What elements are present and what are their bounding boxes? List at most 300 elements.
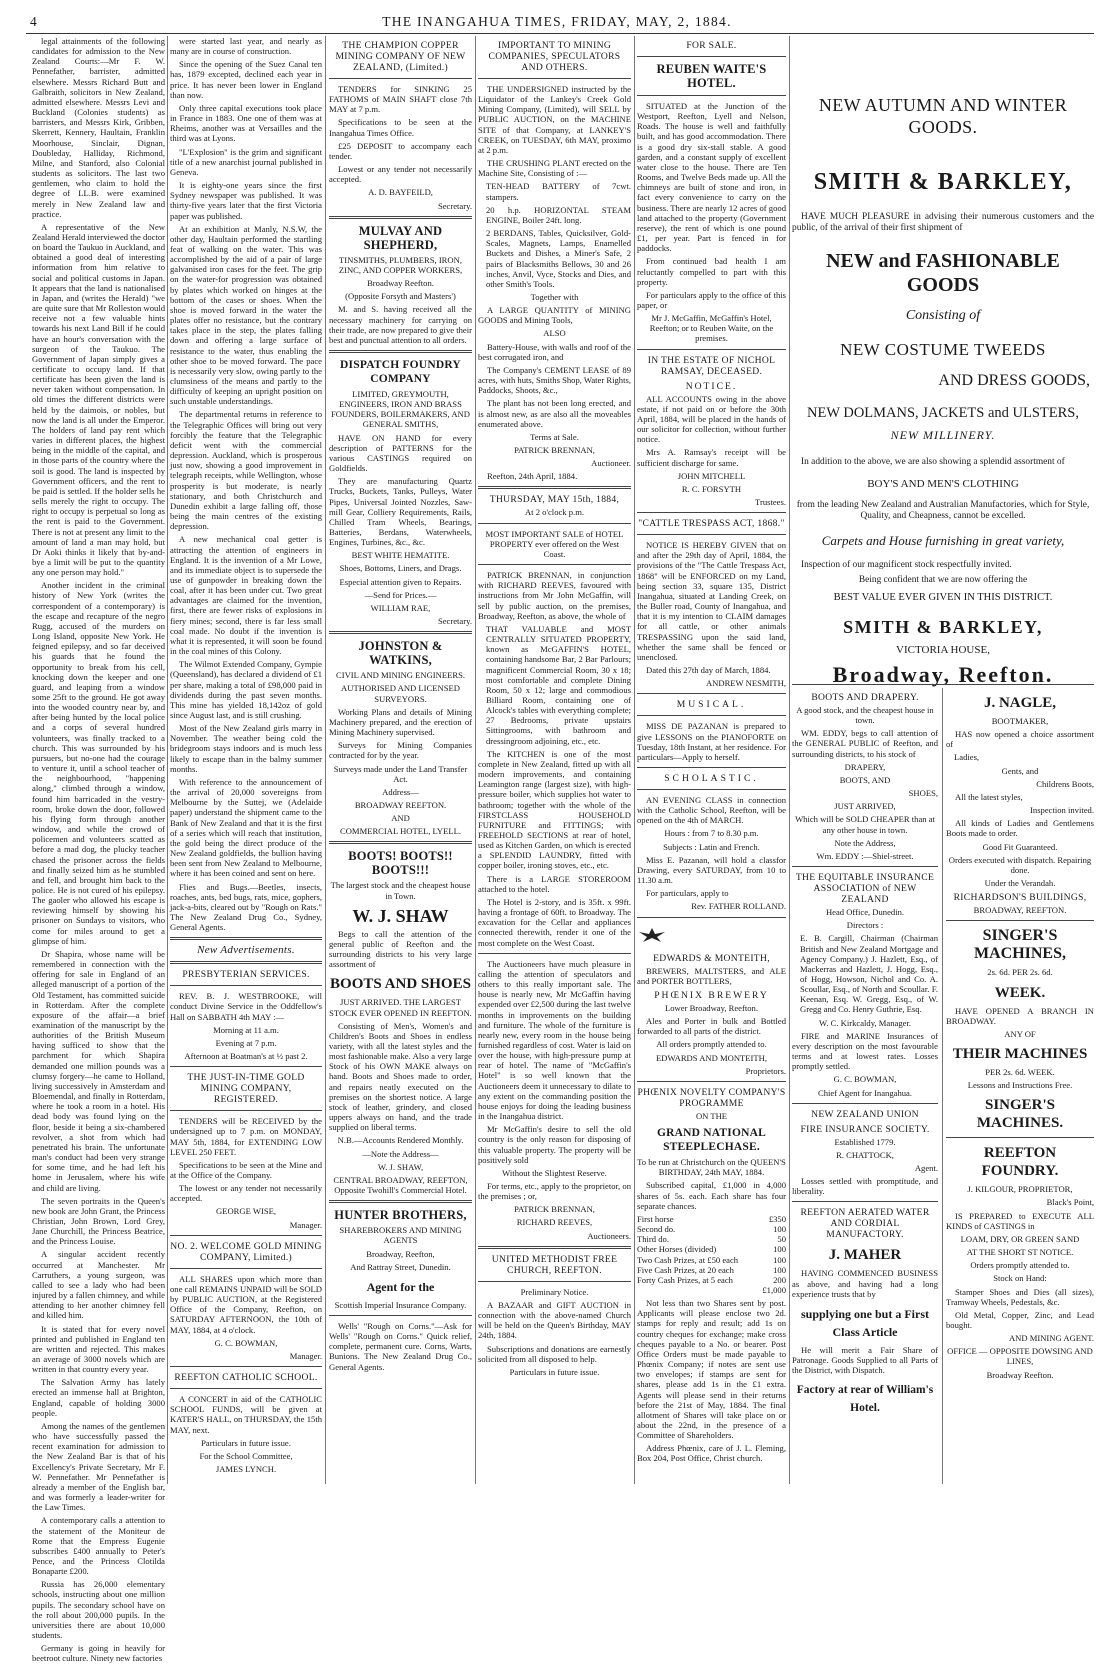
johnston-watkins-sub: CIVIL AND MINING ENGINEERS. [335, 670, 466, 681]
divider [637, 789, 786, 790]
carpets-banner: Carpets and House furnishing in great variety, [821, 533, 1065, 549]
best-value-banner: BEST VALUE EVER GIVEN IN THIS DISTRICT. [833, 592, 1053, 604]
news-paragraph: A representative of the New Zealand Herald interviewed the doctor on board the Taukuo in Auckland, and obtained a good deal of interesting information from him relative to social and political customs in Japan. It appears that the land is nationalised in Japan, and (writes the Herald) "we are quite sure that Mr Rolleston would receive not a few valuable hints towards his next Land Bill if he could have an hour's conversation with the surgeon of the Taukuo. The Government of Japan simply gives a certificate to occupy land. If that certificate has been given the land is never taken without compensation. In old times the different districts were held by the daimois, or nobles, but now the land is all under the Emperor. The holders of land pay rent which varies in different places, the highest being in the middle of the capital, and in those parts of the country where the soil is good. The land is inspected by Government officers, and the rent to be paid is settled. If the holder sells he sells merely the right to occupy. The right to occupy is perpetual so long as the rent is paid to the Government. There is not at present any limit to the amount of land a man may hold, but Dr Aoki thinks it likely that by-and-bye a limit will be put to the quantity any one person may hold." [32, 221, 165, 578]
reefton-foundry-stock: Stock on Hand: [993, 1273, 1047, 1284]
eddy-sold: Which will be SOLD CHEAPER than at any other house in town. [795, 814, 935, 835]
news-paragraph: With reference to the announcement of the arrival of 20,000 sovereigns from Melbourne by the Suttej, we (Adelaide paper) understand the shipment came to the Bank of New Zealand and that it is the first of a series which will reach that institution, the gold being the direct produce of the New Zealand goldfields, the bullion having been sent from New Zealand to Melbourne, where it has been coined and sent on here. [170, 776, 322, 879]
sub-column-1-ads [792, 688, 938, 1484]
welcome-mining-heading: NO. 2. WELCOME GOLD MINING COMPANY, Limited.) [170, 1240, 322, 1263]
news-paragraph: Only three capital executions took place in France in 1883. One one of them was at Rheims, another was at Versailles and the third was at Lyons. [170, 102, 322, 144]
smith-barkley-inspection: Inspection of our magnificent stock respectfully invited. [801, 560, 1012, 571]
divider [329, 841, 472, 844]
news-paragraph: Since the opening of the Suez Canal ten has, 1879 excepted, declined each year in price. It has never been lower in England than now. [170, 59, 322, 100]
reuben-waite-body: SITUATED at the Junction of the Westport, Reefton, Lyell and Nelson, Roads. The house is well and faithfully built, and has good accommodation. There is a good dry six-stall stable. A good garden, and a constant supply of excellent water close to the house. There are Ten Rooms, and Twelve Beds made up. All the chimneys are built of stone and iron, in fact every convenience to carry on the business. There are nearly 12 acres of good land attached to the property (Government reserve), the rent of which is one pound £1, per year. Part is fenced in for paddocks. [637, 101, 786, 254]
nagle-item: Gents, and [1001, 765, 1039, 776]
divider [637, 917, 786, 918]
edwards-monteith-lower: Lower Broadway, Reefton. [665, 1003, 758, 1013]
boots-drapery-sub: A good stock, and the cheapest house in town. [796, 705, 934, 726]
presbyterian-time: Morning at 11 a.m. [213, 1024, 279, 1035]
dispatch-foundry-secretary: Secretary. [437, 616, 472, 627]
column-divider [325, 36, 326, 1484]
thursday-sale-terms: For terms, etc., apply to the proprietor, on the premises ; or, [478, 1181, 631, 1202]
boots-sub: The largest stock and the cheapest house in Town. [330, 880, 471, 901]
singer-body: HAVE OPENED A BRANCH IN BROADWAY. [946, 1005, 1094, 1026]
reefton-foundry-loam: LOAM, DRY, OR GREEN SAND [960, 1233, 1080, 1244]
important-mining-body: THE UNDERSIGNED instructed by the Liquidator of the Lankey's Creek Gold Mining Company, (Limited), will SELL by PUBLIC AUCTION, on the MACHINE SITE of that Company, at LANKEY'S CREEK, on TUESDAY, 6th MAY, proximo at 2 p.m. [478, 84, 631, 155]
millinery-banner: NEW MILLINERY. [890, 427, 996, 442]
prize-amount: 100 [773, 1244, 786, 1255]
singer-week: WEEK. [994, 984, 1046, 1001]
hunter-brothers-sub: SHAREBROKERS AND MINING AGENTS [339, 1225, 462, 1246]
phoenix-novelty-steeplechase: GRAND NATIONAL STEEPLECHASE. [657, 1127, 766, 1154]
dispatch-foundry-body2: They are manufacturing Quartz Trucks, Buckets, Tanks, Pulleys, Water Pipes, Universal Jointed Nozzles, Saw-mill Gear, Colliery Requirements, Rails, Chilled Tram Wheels, Bearings, Batteries, Berdans, Waterwheels, Engines, Turbines, &c., &c. [329, 476, 472, 548]
nz-union-losses: Losses settled with promptitude, and liberality. [792, 1176, 938, 1197]
wells-ad: Wells' "Rough on Corns."—Ask for Wells' "Rough on Corns." Quick relief, complete, permanent cure. Corns, Warts, Bunions. The New Zealand Drug Co., General Agents. [329, 1320, 472, 1372]
divider [478, 1281, 631, 1282]
champion-copper-spec: Specifications to be seen at the Inangahua Times Office. [329, 117, 472, 138]
johnston-watkins-address1: BROADWAY REEFTON. [354, 799, 447, 810]
boots-heading: BOOTS! BOOTS!! BOOTS!!! [348, 849, 453, 878]
smith-barkley-title-2: SMITH & BARKLEY, [843, 617, 1043, 638]
singer-price: 2s. 6d. PER 2s. 6d. [987, 967, 1053, 978]
page-header [0, 14, 1114, 30]
nagle-broadway: BROADWAY, REEFTON. [973, 905, 1067, 916]
eddy-arrived: JUST ARRIVED, [834, 801, 896, 812]
smith-barkley-intro: HAVE MUCH PLEASURE in advising their numerous customers and the public, of the arrival of their first shipment of [792, 212, 1094, 234]
important-mining-item: 20 h.p. HORIZONTAL STEAM ENGINE, Boiler 24ft. long. [486, 204, 631, 225]
divider [637, 715, 786, 716]
prize-row [637, 1234, 786, 1244]
thursday-sale-without: Without the Slightest Reserve. [502, 1167, 607, 1178]
just-in-time-body: TENDERS will be RECEIVED by the undersigned up to 7 p.m. on MONDAY, MAY 5th, 1884, for EXTENDING LOW LEVEL 250 FEET. [170, 1116, 322, 1157]
johnston-watkins-land: Surveys made under the Land Transfer Act. [333, 763, 468, 784]
news-paragraph: legal attainments of the following candidates for admission to the New Zealand Courts:—Mr F. W. Pennefather, barrister, admitted elsewhere. Messrs Richard Butt and Galbraith, solicitors in New Zealand, admitted elsewhere. Messrs Levi and Buckland (Colonies students) as barristers, and Messrs Kirk, Gribben, Skerrett, Kennery, Haultain, Franklin Moorhouse, Sinclair, Dignan, Doubleday, Halliday, Richmond, Milne, and Stanford, also Colonial students as solicitors. The last two gentlemen, who claim to hold the degree of LL.B. were examined merely in New Zealand law and practice. [32, 36, 165, 219]
divider [637, 56, 786, 57]
page-number: 4 [30, 14, 39, 29]
nagle-orders: Orders executed with dispatch. Repairing done. [948, 854, 1092, 875]
divider [478, 953, 631, 954]
methodist-particulars: Particulars in future issue. [509, 1366, 600, 1377]
dispatch-foundry-repairs: Especial attention given to Repairs. [339, 576, 462, 587]
column-divider [942, 688, 943, 1484]
thursday-sale-auctioneers-sig: Auctioneers. [587, 1230, 631, 1241]
catholic-school-heading: REEFTON CATHOLIC SCHOOL. [174, 1372, 318, 1384]
nz-union-heading: NEW ZEALAND UNION [811, 1108, 919, 1120]
prize-row [637, 1214, 786, 1224]
prize-label: Other Horses (divided) [637, 1244, 717, 1255]
prize-row [637, 1244, 786, 1254]
important-mining-item: TEN-HEAD BATTERY of 7cwt. stampers. [486, 181, 631, 202]
just-in-time-signature: GEORGE WISE, [216, 1206, 276, 1217]
prize-amount: 100 [773, 1224, 786, 1235]
presbyterian-heading: PRESBYTERIAN SERVICES. [182, 969, 310, 981]
ramsay-signature1: JOHN MITCHELL [677, 470, 746, 481]
news-paragraph: A new mechanical coal getter is attracting the attention of engineers in England. It is the invention of a Mr Lowe, and its immediate object is to supersede the use of gunpowder in breaking down the coal, after it has been under cut. Two great advantages are claimed for the invention, first, there are fewer risks of explosions in fiery mines; second, there is far less small coal made. No doubt if the invention is what it is represented, it will soon be found in the coal mines of this Colony. [170, 534, 322, 657]
johnston-watkins-address-label: Address— [382, 786, 419, 797]
nagle-item: Ladies, [954, 752, 980, 763]
hunter-brothers-address2: And Rattray Street, Dunedin. [350, 1261, 451, 1272]
nagle-bootmaker: BOOTMAKER, [991, 716, 1049, 726]
presbyterian-time: Evening at 7 p.m. [215, 1037, 277, 1048]
reefton-foundry-heading: REEFTON FOUNDRY. [981, 1145, 1059, 1180]
eddy-drapery: DRAPERY, [844, 761, 886, 772]
just-in-time-heading: THE JUST-IN-TIME GOLD MINING COMPANY, REGISTERED. [187, 1072, 305, 1106]
prize-label: Second do. [637, 1224, 676, 1235]
important-mining-item: 2 BERDANS, Tables, Quicksilver, Gold-Scales, Magnets, Lamps, Enamelled Buckets and Dishes, a Miner's Safe, 2 pairs of Blacksmiths Bellows, 30 and 26 inches, Anvil, Vyce, Stocks and Dies, and other Smith's Tools. [486, 228, 631, 289]
singer-per: PER 2s. 6d. WEEK. [985, 1066, 1055, 1077]
mulvay-shepherd-opposite: (Opposite Forsyth and Masters') [345, 291, 456, 302]
cattle-trespass-signature: ANDREW NESMITH, [705, 678, 786, 689]
reefton-foundry-agent: AND MINING AGENT. [1008, 1333, 1094, 1344]
divider [329, 631, 472, 634]
divider [792, 866, 938, 867]
prize-label: Forty Cash Prizes, at 5 each [637, 1274, 733, 1285]
divider [170, 1268, 322, 1269]
news-paragraph: At an exhibition at Manly, N.S.W, the other day, Haultain performed the startling feat of walking on the water. This was accomplished by the aid of a pair of large galvanised iron cases for the feet. The grip on the water-for progression was obtained by plates which worked on hinges at the bottom of the cases or shoes. When the shoe is moved forward in the water the plates offer no resistance, but the contrary takes place in the step, the plates falling down and offering a large surface of resistance to the water, thus enabling the other shoe to be moved forward. The pace is necessarily very slow, owing partly to the clumsiness of the means and partly to the difficulty of keeping an upright position on such unstable understandings. [170, 223, 322, 407]
news-paragraph: The Wilmot Extended Company, Gympie (Queensland), has declared a dividend of £1 per share, making a total of £98,000 paid in dividends during the past seven months. This mine has yielded 18,142oz of gold since August last, and is still crushing. [170, 659, 322, 720]
dispatch-foundry-signature: WILLIAM RAE, [370, 602, 431, 613]
important-mining-also: ALSO [543, 328, 566, 339]
consisting-of: Consisting of [905, 307, 981, 323]
divider [329, 1315, 472, 1316]
news-paragraph: It is stated that for every novel printed and published in England ten are written and rejected. This makes an average of 3000 novels which are written in that country every year. [32, 1323, 165, 1375]
champion-copper-signature: A. D. BAYFEILD, [368, 187, 433, 198]
clothing-banner: BOY'S AND MEN'S CLOTHING [867, 477, 1019, 490]
divider [637, 1081, 786, 1082]
column-divider [789, 36, 790, 1484]
nz-union-fire: FIRE INSURANCE SOCIETY. [800, 1123, 930, 1135]
shaw-note: —Note the Address— [362, 1148, 439, 1159]
for-sale-heading: FOR SALE. [686, 40, 737, 51]
reuben-waite-particulars: For particulars apply to the office of this paper, or [637, 289, 786, 310]
reefton-foundry-proprietor: J. KILGOUR, PROPRIETOR, [967, 1184, 1073, 1195]
ramsay-receipt: Mrs A. Ramsay's receipt will be sufficient discharge for same. [637, 447, 786, 468]
equitable-insurance-heading: THE EQUITABLE INSURANCE ASSOCIATION of NEW ZEALAND [795, 872, 935, 906]
thursday-sale-storeroom: There is a LARGE STOREROOM attached to the hotel. [478, 873, 631, 894]
hunter-brothers-address: Broadway, Reefton, [366, 1248, 435, 1259]
news-paragraph: A singular accident recently occurred at Manchester. Mr Carruthers, a young surgeon, was called to see a lady who had been injured by a fallen chimney, and while attending to her another chimney fell and killed him. [32, 1249, 165, 1321]
reefton-foundry-office: OFFICE — OPPOSITE DOWSING AND LINES, [947, 1346, 1093, 1367]
broadway-reefton-banner: Broadway, Reefton. [832, 662, 1054, 688]
thursday-sale-hotel: The Hotel is 2-story, and is 35ft. x 99ft. having a frontage of 60ft. to Broadway. The excavation for the Cellar and appliances connected therewith, render it one of the most complete on the West Coast. [478, 896, 631, 948]
maher-body: HAVING COMMENCED BUSINESS as above, and having had a long experience trusts that by [792, 1268, 938, 1299]
important-mining-lease: The Company's CEMENT LEASE of 89 acres, with huts, Smiths Shop, Water Rights, Paddocks, Shoots, &c., [478, 364, 631, 396]
ramsay-notice: NOTICE. [685, 380, 738, 392]
champion-copper-body: TENDERS for SINKING 25 FATHOMS of MAIN SHAFT close 7th MAY at 7 p.m. [329, 84, 472, 115]
important-mining-large: A LARGE QUANTITY of MINING GOODS and Mining Tools, [478, 305, 631, 326]
divider [637, 693, 786, 694]
thursday-sale-kitchen: The KITCHEN is one of the most complete in New Zealand, fitted up with all modern improvements, and containing Leamington range (largest size), with high-pressure boiler, which supplies hot water to bathroom; together with the whole of the FIRSTCLASS HOUSEHOLD FURNITURE and FITTINGS; with FREEHOLD SECTIONS at rear of hotel, used as Kitchen Garden, on which is erected a SPLENDID LAUNDRY, fitted with copper boiler, ironing stoves, etc., etc. [478, 748, 631, 871]
important-mining-terms: Terms at Sale. [530, 431, 579, 442]
equitable-office: Head Office, Dunedin. [825, 907, 905, 918]
ramsay-trustees: Trustees. [755, 497, 786, 507]
divider [478, 523, 631, 524]
musical-body: MISS DE PAZANAN is prepared to give LESSONS on the PIANOFORTE on Tuesday, 18th Instant, at her residence. For particulars—Apply to herself. [637, 721, 786, 762]
smith-barkley-confident: Being confident that we are now offering the [858, 574, 1028, 585]
singer-any: ANY OF [1004, 1028, 1036, 1039]
catholic-school-committee: For the School Committee, [199, 1450, 293, 1461]
just-in-time-lowest: The lowest or any tender not necessarily accepted. [170, 1183, 322, 1204]
methodist-notice: Preliminary Notice. [520, 1286, 589, 1297]
news-paragraph: Russia has 26,000 elementary schools, instructing about one million pupils. The secondary school have on the roll about 200,000 pupils. In the universities there are about 10,000 students. [32, 1579, 165, 1641]
phoenix-novelty-on: ON THE [695, 1110, 728, 1121]
news-paragraph: Germany is going in heavily for beetroot culture. Ninety new factories [32, 1643, 165, 1664]
news-paragraph: The Salvation Army has lately erected an immense hall at Brighton, England, capable of holding 3000 people. [32, 1377, 165, 1418]
equitable-agent: Chief Agent for Inangahua. [817, 1087, 913, 1098]
aerated-water-heading: REEFTON AERATED WATER AND CORDIAL MANUFACTORY. [800, 1207, 930, 1241]
reefton-foundry-broadway: Broadway Reefton. [986, 1369, 1054, 1380]
catholic-school-signature: JAMES LYNCH. [215, 1463, 277, 1474]
divider [478, 486, 631, 489]
phoenix-novelty-body: Not less than two Shares sent by post. Applicants will please enclose two 2d. stamps for reply and result; add 1s on country cheques for exchange; make cross cheques payable to a No. or bearer. Post Office Orders must be made payable to Phœnix Company; if notes are sent use two envelopes; if stamps are sent for shares, please add 1s in the £1 extra. Agents will please send in their returns before the 21st of May, 1884. The final allotment of Shares will take place on or about the 22nd, in the presence of a Committee of Shareholders. [637, 1298, 786, 1441]
prize-amount: 200 [773, 1274, 786, 1285]
section-rule [792, 684, 1094, 685]
phoenix-novelty-prize-table [637, 1214, 786, 1285]
prize-row [637, 1255, 786, 1265]
reefton-foundry-blacks: Black's Point, [1046, 1197, 1094, 1208]
divider [478, 564, 631, 565]
eagle-crest-icon [637, 926, 667, 944]
dispatch-foundry-sub: LIMITED, GREYMOUTH, ENGINEERS, IRON AND BRASS FOUNDERS, BOILERMAKERS, AND GENERAL SMITHS, [331, 388, 470, 430]
nz-union-signature: R. CHATTOCK, [836, 1149, 894, 1160]
mulvay-shepherd-sub: TINSMITHS, PLUMBERS, IRON, ZINC, AND COPPER WORKERS, [338, 254, 463, 275]
fashionable-goods-banner: NEW and FASHIONABLE GOODS [826, 249, 1060, 296]
nagle-good-fit: Good Fit Guaranteed. [982, 841, 1058, 852]
eddy-shoes: SHOES, [908, 788, 938, 799]
divider [329, 78, 472, 79]
prize-label: Third do. [637, 1234, 669, 1245]
divider [478, 1246, 631, 1249]
reefton-foundry-stock-body: Stamper Shoes and Dies (all sizes), Tramway Wheels, Pedestals, &c. [946, 1286, 1094, 1307]
nagle-all: All kinds of Ladies and Gentlemens Boots made to order. [946, 818, 1094, 839]
eddy-body: WM. EDDY, begs to call attention of the GENERAL PUBLIC of Reefton, and surrounding districts, to his stock of [792, 728, 938, 759]
prize-row [637, 1275, 786, 1285]
divider [946, 1137, 1094, 1138]
divider [329, 216, 472, 219]
champion-copper-heading: THE CHAMPION COPPER MINING COMPANY OF NEW ZEALAND, (Limited.) [335, 40, 466, 73]
divider [946, 920, 1094, 921]
phoenix-novelty-address: Address Phœnix, care of J. L. Fleming, Box 204, Post Office, Christ church. [637, 1443, 786, 1464]
divider [637, 512, 786, 513]
dispatch-foundry-prices: —Send for Prices.— [364, 589, 437, 600]
mulvay-shepherd-heading: MULVAY AND SHEPHERD, [358, 223, 443, 252]
costume-tweeds-banner: NEW COSTUME TWEEDS [840, 339, 1046, 359]
column-4-ads [478, 36, 631, 1486]
news-paragraphs [170, 36, 322, 932]
shaw-arrived: JUST ARRIVED. THE LARGEST STOCK EVER OPENED IN REEFTON. [329, 997, 472, 1018]
edwards-monteith-orders: All orders promptly attended to. [656, 1039, 767, 1050]
important-mining-battery: Battery-House, with walls and roof of the best corrugated iron, and [478, 341, 631, 362]
important-mining-crushing: THE CRUSHING PLANT erected on the Machine Site, Consisting of :— [478, 158, 631, 179]
news-paragraph: It is eighty-one years since the first Sydney newspaper was published. It was thirty-five years later that the first Victoria paper was published. [170, 180, 322, 221]
edwards-monteith-ales: Ales and Porter in bulk and Bottled forwarded to all parts of the district. [637, 1016, 786, 1037]
johnston-watkins-heading: JOHNSTON & WATKINS, [358, 639, 443, 668]
eddy-note: Note the Address, [834, 837, 896, 848]
singer-lessons: Lessons and Instructions Free. [967, 1080, 1073, 1091]
cattle-trespass-date: Dated this 27th day of March, 1884. [646, 665, 771, 676]
thursday-sale-signature2: RICHARD REEVES, [516, 1217, 593, 1228]
divider [792, 1201, 938, 1202]
scholastic-subjects: Subjects : Latin and French. [663, 841, 760, 852]
prize-amount: 100 [773, 1254, 786, 1265]
divider [478, 78, 631, 79]
smith-barkley-leading: from the leading New Zealand and Australian Manufactories, which for Style, Quality, and Cheapness, cannot be excelled. [796, 499, 1090, 522]
dolmans-banner: NEW DOLMANS, JACKETS and ULSTERS, [806, 404, 1080, 421]
nagle-verandah: Under the Verandah. [984, 878, 1056, 889]
important-mining-together: Together with [530, 291, 579, 302]
nagle-item: Childrens Boots, [1036, 778, 1094, 789]
maher-name: J. MAHER [828, 1247, 902, 1264]
divider [170, 985, 322, 986]
hunter-brothers-heading: HUNTER BROTHERS, [334, 1208, 467, 1223]
divider [170, 1110, 322, 1111]
column-divider [167, 36, 168, 1484]
equitable-directors: Directors : [846, 920, 884, 931]
musical-heading: MUSICAL. [676, 699, 747, 711]
reefton-foundry-body: IS PREPARED to EXECUTE ALL KINDS of CASTINGS in [946, 1210, 1094, 1231]
divider [170, 937, 322, 940]
news-paragraph: Flies and Bugs.—Beetles, insects, roaches, ants, bed bugs, rats, mice, gophers, jack-a-bits, cleared out by "Rough on Rats." The New Zealand Drug Co., Sydney, General Agents. [170, 881, 322, 933]
reefton-foundry-orders: Orders promptly attended to. [970, 1260, 1070, 1271]
thursday-sale-signature1: PATRICK BRENNAN, [514, 1204, 595, 1215]
news-paragraph: A contemporary calls a attention to the statement of the Moniteur de Rome that the Empress Eugenie subscribes £400 annually to Peter's Pence, and the Princess Clotilda Bonaparte £200. [32, 1515, 165, 1577]
dispatch-foundry-heading: DISPATCH FOUNDRY COMPANY [340, 358, 461, 385]
thursday-sale-heading: THURSDAY, MAY 15th, 1884, [489, 494, 620, 506]
maher-supply: supplying one but a First Class Article [800, 1306, 930, 1339]
dispatch-foundry-shoes: Shoes, Bottoms, Liners, and Drags. [339, 563, 462, 574]
important-mining-plant: The plant has not been long erected, and is almost new, as are also all the moveables enumerated above. [478, 398, 631, 429]
champion-copper-secretary: Secretary. [437, 200, 472, 211]
prize-row [637, 1224, 786, 1234]
shaw-body: Begs to call the attention of the general public of Reefton and the surrounding districts to his very large assortment of [329, 928, 472, 970]
eddy-boots: BOOTS, AND [839, 774, 891, 785]
thursday-sale-desire: Mr McGaffin's desire to sell the old country is the only reason for disposing of this valuable property. The property will be positively sold [478, 1124, 631, 1165]
important-mining-heading: IMPORTANT TO MINING COMPANIES, SPECULATORS AND OTHERS. [488, 40, 621, 73]
boots-drapery-heading: BOOTS AND DRAPERY. [811, 692, 919, 703]
shaw-boots-shoes: BOOTS AND SHOES [330, 976, 471, 993]
scholastic-heading: SCHOLASTIC. [664, 772, 759, 784]
shaw-consisting: Consisting of Men's, Women's and Children's Boots and Shoes in endless variety, with all the latest styles and the most fashionable make. Also a very large Stock of his OWN MAKE always on hand. Boots and Shoes made to order, and repairs neatly executed on the premises on the shortest notice. A large stock of leather, grindery, and closed uppers always on hand, and the trade supplied on liberal terms. [329, 1020, 472, 1133]
column-3-ads [329, 36, 472, 1486]
important-mining-signature: PATRICK BRENNAN, [514, 445, 595, 455]
singer-heading-2: SINGER'S MACHINES. [976, 1097, 1064, 1132]
equitable-signature: G. C. BOWMAN, [833, 1074, 897, 1085]
catholic-school-particulars: Particulars in future issue. [201, 1437, 291, 1448]
divider [792, 1103, 938, 1104]
shaw-name: W. J. SHAW [352, 905, 449, 926]
thursday-sale-property: THAT VALUABLE and MOST CENTRALLY SITUATED PROPERTY, known as McGAFFIN'S HOTEL, containing handsome Bar, 2 Bar Parlours; magnificent Commercial Room, 30 x 18; most comfortable and complete Dining Room, 50 x 12; large and commodious Billiard Room, containing one of Alcock's tables with everything complete; 27 Bedrooms, private upstairs Sittingrooms, with bathroom and dressingroom adjoining, etc., etc. [486, 623, 631, 746]
methodist-heading: UNITED METHODIST FREE CHURCH, REEFTON. [491, 1253, 618, 1276]
methodist-body: A BAZAAR and GIFT AUCTION in connection with the above-named Church will be held on the Queen's Birthday, MAY 24th, 1884. [478, 1299, 631, 1341]
news-paragraph: Dr Shapira, whose name will be remembered in connection with the offering for sale in England of an alleged manuscript of a portion of the Old Testament, has committed suicide in Rotterdam. After the complete exposure of the affair—a brief examination of the manuscript by the authorities of the British Museum having sufficed to show that the parchment for which Shapira demanded one million pounds was a clumsy forgery—he came to Holland, living successively in Amsterdam and Bloemendal, and finally in Rotterdam, where he took a room in a hotel. His dead body was found lying on the floor, beside it being a six-chambered revolver, a shot from which had penetrated his brain. The unfortunate man's conduct had been very strange for some time, and he had left his home in Jerusalem, where his wife and child are living. [32, 948, 165, 1193]
equitable-body: E. B. Cargill, Chairman (Chairman British and New Zealand Mortgage and Agency Company.) J. Hazlett, Esq., of Mackerras and Hazlett, J. Hogg, Esq., of Hogg, Howson, Nichol and Co. A. Scoullar, Esq., of North and Scoullar. F. Keenan, Esq. W. Gregg, Esq., of W. Gregg and Co. Henry Guthrie, Esq. [800, 933, 938, 1015]
champion-copper-lowest: Lowest or any tender not necessarily accepted. [329, 164, 472, 185]
smith-barkley-advert [792, 36, 1094, 688]
cattle-trespass-heading: "CATTLE TRESPASS ACT, 1868." [638, 518, 785, 530]
phoenix-novelty-heading: PHŒNIX NOVELTY COMPANY'S PROGRAMME [637, 1086, 786, 1109]
reuben-waite-contact: Mr J. McGaffin, McGaffin's Hotel, Reefton; or to Reuben Waite, on the premises. [649, 313, 774, 344]
autumn-winter-banner: NEW AUTUMN AND WINTER GOODS. [818, 95, 1068, 137]
divider [329, 1200, 472, 1203]
dispatch-foundry-hematite: BEST WHITE HEMATITE. [351, 550, 450, 561]
ramsay-estate-heading: IN THE ESTATE OF NICHOL RAMSAY, DECEASED. [647, 354, 776, 377]
welcome-mining-body: ALL SHARES upon which more than one call REMAINS UNPAID will be SOLD by PUBLIC AUCTION, at the Registered Office of the Company, Reefton, on SATURDAY AFTERNOON, the 10th of MAY, 1884, at 4 o'clock. [170, 1273, 322, 1335]
prize-amount: 100 [773, 1264, 786, 1275]
shaw-address: CENTRAL BROADWAY, REEFTON, Opposite Twohill's Commercial Hotel. [333, 1174, 468, 1196]
sub-column-2-ads [946, 688, 1094, 1484]
just-in-time-manager: Manager. [289, 1219, 322, 1230]
nagle-inspection: Inspection invited. [1030, 805, 1094, 816]
scholastic-body: AN EVENING CLASS in connection with the Catholic School, Reefton, will be opened on the 4th of MARCH. [637, 794, 786, 826]
phoenix-novelty-run: To be run at Christchurch on the QUEEN'S BIRTHDAY, 24th MAY, 1884. [637, 1157, 786, 1178]
eddy-signature: Wm. EDDY :—Shiel-street. [816, 850, 914, 861]
thursday-sale-time: At 2 o'clock p.m. [524, 507, 585, 518]
news-paragraph: Among the names of the gentlemen who have successfully passed the recent examination for admission to the New Zealand Bar is that of his Excellency's Private Secretary, Mr F. W. Pennefather. Mr Pennefather is already a member of the English bar, and was formerly a leader-writer for the Law Times. [32, 1420, 165, 1513]
news-paragraph: The seven portraits in the Queen's new book are John Grant, the Princess Christian, John Brown, Lord Grey, Jane Churchill, the Princess Beatrice, and the Princess Louise. [32, 1195, 165, 1247]
scholastic-particulars: For particulars, apply to [646, 888, 729, 899]
reefton-foundry-old: Old Metal, Copper, Zinc, and Lead bought. [946, 1309, 1094, 1330]
cattle-trespass-body: NOTICE IS HEREBY GIVEN that on and after the 29th day of April, 1884, the provisions of the "The Cattle Trespass Act, 1868" will be ENFORCED on my Land, being section 33, square 135, District Inangahua, situated at Landing Creek, on the Buller road, County of Inangahua, and that it is my intention to CLAIM damages for all cattle, or other animals TRESPASSING upon the said land, whether the same shall be fenced or unenclosed. [637, 540, 786, 662]
prize-label: Five Cash Prizes, at 20 each [637, 1264, 734, 1275]
singer-heading: SINGER'S MACHINES, [973, 927, 1066, 963]
johnston-watkins-surveyors: AUTHORISED AND LICENSED SURVEYORS. [341, 683, 460, 704]
hunter-brothers-agent: Agent for the [366, 1279, 435, 1294]
column-2-news [170, 36, 322, 1486]
smith-barkley-title: SMITH & BARKLEY, [813, 169, 1073, 195]
divider [170, 1366, 322, 1367]
just-in-time-spec: Specifications to be seen at the Mine and at the Office of the Company. [170, 1159, 322, 1180]
welcome-mining-manager: Manager. [289, 1350, 322, 1361]
victoria-house: VICTORIA HOUSE, [896, 644, 990, 657]
header-rule [26, 33, 1094, 34]
shaw-nb: N.B.—Accounts Rendered Monthly. [337, 1135, 464, 1146]
shaw-signature: W. J. SHAW, [377, 1161, 424, 1172]
nz-union-agent: Agent. [914, 1163, 938, 1173]
prize-row [637, 1265, 786, 1275]
divider [329, 350, 472, 353]
divider [170, 961, 322, 964]
column-5-ads [637, 36, 786, 1486]
nagle-buildings: RICHARDSON'S BUILDINGS, [953, 892, 1087, 904]
column-divider [475, 36, 476, 1484]
newspaper-title: THE INANGAHUA TIMES, FRIDAY, MAY, 2, 1884. [382, 14, 732, 29]
news-paragraph: were started last year, and nearly as many are in course of construction. [170, 36, 322, 57]
ramsay-signature2: R. C. FORSYTH [681, 483, 742, 494]
divider [637, 95, 786, 96]
reuben-waite-heading: REUBEN WAITE'S HOTEL. [656, 62, 767, 90]
nagle-heading: J. NAGLE, [983, 695, 1057, 711]
edwards-monteith-sub: BREWERS, MALTSTERS, and ALE and PORTER BOTTLERS, [637, 965, 786, 986]
johnston-watkins-and: AND [391, 813, 410, 824]
equitable-manager: W. C. Kirkcaldy, Manager. [819, 1017, 911, 1028]
divider [637, 349, 786, 350]
divider [170, 1388, 322, 1389]
reefton-foundry-short: AT THE SHORT ST NOTICE. [966, 1247, 1074, 1258]
scholastic-hours: Hours : from 7 to 8.30 p.m. [664, 828, 759, 839]
maher-merit: He will merit a Fair Share of Patronage. Goods Supplied to all Parts of the District, with Dispatch. [792, 1344, 938, 1376]
news-paragraph: Another incident in the criminal history of New York (writes the correspondent of a contemporary) is the escape and recapture of the negro Rugg, accused of the murders on Long Island, opposite New York. He feigned epilepsy, and so far deceived his guards that he found the opportunity to break from his cell, knocking down the keeper and one guard, and leaping from a window some 25ft to the ground. He got away into the wooded country near by, and after being hunted by the local police and a corps of several hundred volunteers, was finally tracked to a church. This was surrounded by his pursuers, but no-one had the courage to venture it, until a school teacher of the neighbourhood, "happening along," climbed through a window, found him barricaded in the vestry-room, broke down the door, followed his flying form through another window, and while the crowd of policemen and volunteers scatted as before a mad dog, the plucky teacher chased the prisoner across the fields and finally seized him as he stumbled and fell, and brought him back to the police. He is not cured of his epilepsy. The gaoler who allowed his escape is reviewing himself by showing his prisoner on Sundays to visitors, who come for miles around to get a glimpse of him. [32, 580, 165, 946]
divider [637, 767, 786, 768]
divider [170, 1066, 322, 1067]
nagle-styles: All the latest styles, [955, 791, 1023, 802]
maher-factory: Factory at rear of William's Hotel. [796, 1384, 934, 1415]
thursday-sale-most: MOST IMPORTANT SALE of HOTEL PROPERTY ever offered on the West Coast. [485, 528, 624, 559]
news-paragraph: The departmental returns in reference to the Telegraphic Offices will bring out very forcibly the feature that the Telegraphic deficit went with the commercial depression. Auckland, which is prosperous just now, showing a good improvement in telegraph receipts, while Wellington, whose prosperity is but moderate, is nearly stationary, and both Christchurch and Dunedin exhibit a large falling off, those being the main centres of the existing depression. [170, 409, 322, 532]
news-paragraph: "L'Explosion" is the grim and significant title of a new anarchist journal published in Geneva. [170, 146, 322, 177]
presbyterian-body: REV. B. J. WESTBROOKE, will conduct Divine Service in the Oddfellow's Hall on SABBATH 4th MAY :— [170, 991, 322, 1022]
column-1-news [32, 36, 165, 1664]
singer-their: THEIR MACHINES [952, 1045, 1088, 1062]
